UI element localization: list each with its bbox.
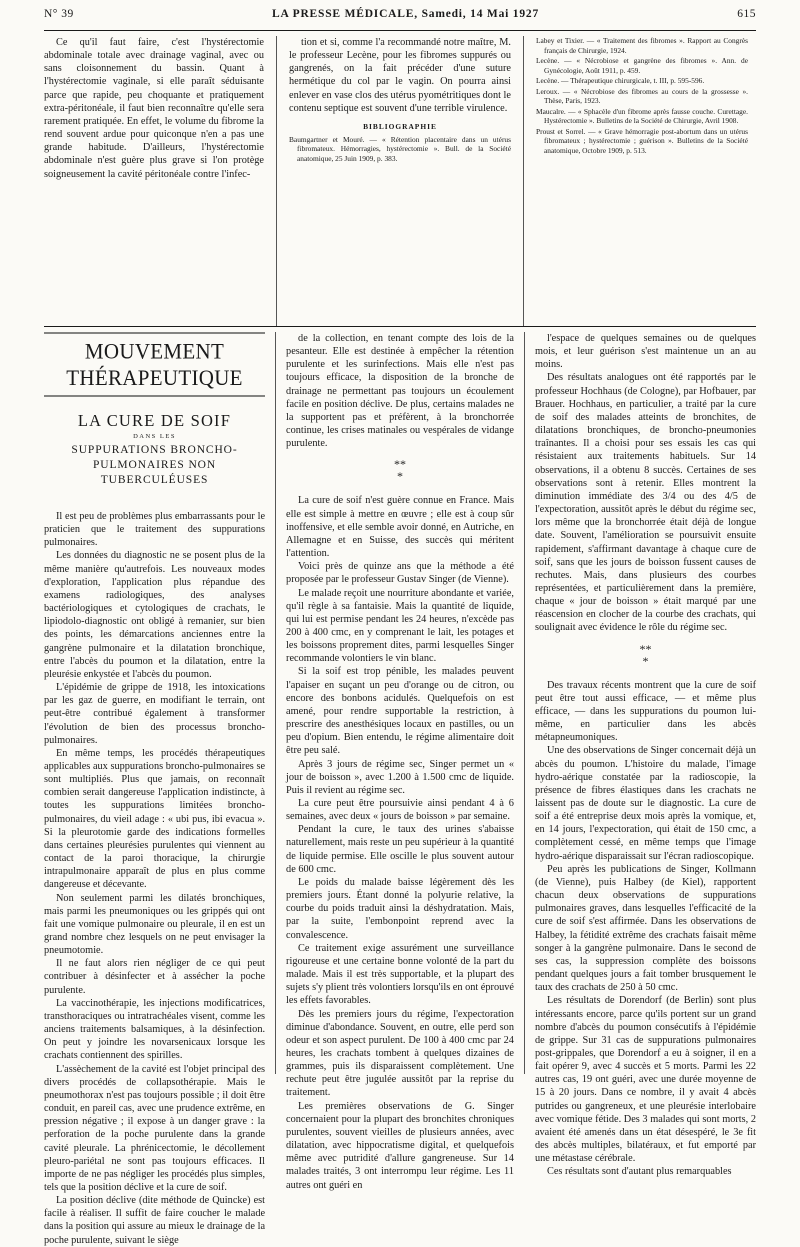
article-col1-paragraphs	[44, 510, 265, 1247]
paragraph: La vaccinothérapie, les injections modificatrices, transthoraciques ou intratrachéales visent, comme les anciens traitements balsamiques, à la désinfection. On peut y joindre les novarsenicaux lorsque les crachats contiennent des spirilles.	[44, 997, 266, 1062]
paragraph: En même temps, les procédés thérapeutiques applicables aux suppurations broncho-pulmonaires se sont multipliés. Plus que jamais, on reconnaît combien serait dangereuse l'application indistincte, à toutes les suppurations limitées broncho-pulmonaires, du vieil adage : « ubi pus, ibi evacua ». Si la pleurotomie garde des indications formelles dans certaines pleurésies purulentes qui viennent au contact de la paroi thoracique, la chirurgie intrapulmonaire apparaît de plus en plus comme dangereuse et décevante.	[44, 747, 266, 891]
paragraph: Labey et Tixier. — « Traitement des fibromes ». Rapport au Congrès français de Chirurgie, 1924.	[536, 36, 748, 55]
article-column-3	[525, 332, 757, 1178]
paragraph: Maucalre. — « Sphacèle d'un fibrome après fausse couche. Curettage. Hystérectomie ». Bulletins de la Société de Chirurgie, Avril 1908.	[536, 106, 748, 125]
article-col3a-paragraphs	[535, 332, 756, 635]
article-title-connector: DANS LES	[133, 433, 176, 440]
paragraph: Lecène. — « Nécrobiose et gangrène des fibromes ». Ann. de Gynécologie, Août 1911, p. 459.	[536, 56, 748, 75]
paragraph: Dès les premiers jours du régime, l'expectoration diminue d'abondance. Souvent, en outre, elle perd son odeur et son aspect purulent. De 100 à 400 cmc par 24 heures, les crachats tombent à quelques dizaines de grammes, puis ils disparaissent complètement. Une rechute peut être jugulée aussitôt par la reprise du traitement.	[286, 1008, 514, 1099]
top-column-1	[44, 36, 277, 326]
article-column-1	[44, 332, 276, 1246]
paragraph: Lecène. — Thérapeutique chirurgicale, t. III, p. 595-596.	[536, 76, 705, 85]
section-asterism	[286, 458, 514, 482]
top-col1-paragraphs	[44, 36, 264, 181]
paragraph: Leroux. — « Nécrobiose des fibromes au cours de la grossesse ». Thèse, Paris, 1923.	[536, 86, 748, 105]
paragraph: Les données du diagnostic ne se posent plus de la même manière qu'autrefois. Les nouveaux modes d'exploration, l'application plus répandue des examens radiologiques, des analyses bactériologiques et cytologiques de crachats, le lipiodolo-diagnostic ont obligé à remanier, sur bien des points, les démarcations anciennes entre la gangrène pulmonaire et la dilatation bronchique, entre l'abcès du poumon et la dilatation, entre la pleurésie enkystée et l'abcès du poumon.	[44, 550, 266, 680]
paragraph: Ce qu'il faut faire, c'est l'hystérectomie abdominale totale avec drainage vaginal, avec ou sans cloisonnement du bassin. Quant à l'hystérectomie vaginale, si elle paraît séduisante parce que rapide, peu choquante et pratiquement extra-péritonéale, il faut bien reconnaître qu'elle sera rarement pratiquée. En effet, le volume du fibrome la rend souvent ardue pour quiconque n'en a pas une grande habitude. D'ailleurs, l'hystérectomie abdominale n'est guère plus grave si l'on protège soigneusement la cavité péritonéale contre l'infec-	[44, 37, 264, 180]
issue-number: N° 39	[44, 8, 74, 20]
article-subtitle: SUPPURATIONS BRONCHO-PULMONAIRES NON TUBERCULÉUSES	[71, 444, 238, 486]
paragraph: Une des observations de Singer concernait déjà un abcès du poumon. L'histoire du malade, l'image hydro-aérique constatée par la radioscopie, la présence de fibres élastiques dans les crachats ne laissent pas de doute sur le diagnostic. La cure de soif a été entreprise deux mois après la vomique, et, en 14 jours, l'expectoration, qui était de 150 cmc, a complètement cessé, en même temps que l'image hydro-aérique disparaissait sur l'écran radioscopique.	[534, 745, 757, 862]
section-divider	[44, 326, 756, 327]
running-head	[44, 8, 756, 31]
bibliography-heading: BIBLIOGRAPHIE	[363, 121, 437, 131]
asterism-glyph: ** *	[394, 457, 406, 484]
paragraph: Les résultats de Dorendorf (de Berlin) sont plus intéressants encore, parce qu'ils portent sur un grand nombre d'abcès du poumon consécutifs à l'épidémie de grippe. Sur 31 cas de suppurations pulmonaires post-grippales, que Dorendorf a eu à soigner, il en a fait opérer 9, avec 4 succès et 5 morts. Parmi les 22 autres cas, 19 ont guéri, avec une durée moyenne de 15 à 20 jours. Dans ce nombre, il y avait 4 abcès putrides ou gangreneux, et une pleurésie interlobaire avec vomique fétide. Des 3 malades qui sont morts, 2 avaient été amenés dans un état désespéré, le 3e fit des abcès multiples, bilatéraux, et fut emporté par une métastase cérébrale.	[534, 995, 757, 1165]
paragraph: La cure peut être poursuivie ainsi pendant 4 à 6 semaines, avec deux « jours de boisson » par semaine.	[286, 798, 514, 823]
paragraph: L'épidémie de grippe de 1918, les intoxications par les gaz de guerre, en modifiant le terrain, ont peut-être contribué également à transformer l'évolution de bien des processus broncho-pulmonaires.	[44, 682, 266, 746]
paragraph: Si la soif est trop pénible, les malades peuvent l'apaiser en suçant un peu d'orange ou de citron, ou encore des bonbons acidulés. Quelquefois on est amené, pour rendre supportable la restriction, à prescrire des anesthésiques locaux en pastilles, ou un peu d'opium. Bien entendu, le régime alimentaire doit être peu salé.	[286, 666, 514, 757]
paragraph: Ces résultats sont d'autant plus remarquables	[546, 1166, 732, 1178]
paragraph: Le malade reçoit une nourriture abondante et variée, qu'il règle à sa fantaisie. Mais la quantité de liquide, qui lui est permise pendant les 24 heures, n'excède pas 200 à 400 cmc, en y comprenant le lait, les potages et les boissons proprement dites, parmi lesquelles Singer recommande volontiers le vin blanc.	[286, 587, 514, 665]
paragraph: Proust et Sorrel. — « Grave hémorragie post-abortum dans un utérus fibromateux ; hystérectomie ; guérison ». Bulletins de la Société anatomique, Octobre 1909, p. 513.	[536, 126, 748, 155]
paragraph: de la collection, en tenant compte des lois de la pesanteur. Elle est destinée à empêcher la rétention purulente et les surinfections. Mais elle n'est pas toujours efficace, la disposition de la bronche de drainage ne permettant pas toujours un écoulement facile en position déclive. De plus, certains malades ne la supportent pas et préfèrent, à la bronchorrée continue, les crises matinales ou vespérales de vidange purulente.	[286, 333, 514, 450]
paragraph: Des travaux récents montrent que la cure de soif peut être tout aussi efficace, — et même plus efficace, — dans les suppurations du poumon lui-même, en particulier dans les abcès métapneumoniques.	[534, 679, 757, 744]
paragraph: Il est peu de problèmes plus embarrassants pour le praticien que le traitement des suppurations pulmonaires.	[44, 511, 266, 549]
article-cure-de-soif	[44, 332, 757, 1246]
section-rubric: MOUVEMENT THÉRAPEUTIQUE	[44, 332, 265, 396]
paragraph: Voici près de quinze ans que la méthode a été proposée par le professeur Gustav Singer (de Vienne).	[286, 561, 514, 586]
article-col3b-paragraphs	[535, 679, 756, 1179]
paragraph: Baumgartner et Mouré. — « Rétention placentaire dans un utérus fibromateux. Hémorragies, hystérectomie ». Bull. de la Société anatomique, 25 Juin 1909, p. 383.	[289, 134, 511, 163]
paragraph: Des résultats analogues ont été rapportés par le professeur Hochhaus (de Cologne), par Hofbauer, par Brauer. Hochhaus, en particulier, a traité par la cure de soif des malades atteints de bronchites, de dilatations bronchiques, de broncho-pneumonies traînantes. Il a choisi pour ses essais les cas qui résistaient aux traitements habituels. Sur 14 observations, il a obtenu 8 succès. Certaines de ses observations sont à retenir. Elles montrent la diminution immédiate des 3/4 ou des 4/5 de l'expectoration, aussitôt après le début du régime sec, lors même que la bronchorrée était déjà de longue date. Souvent, l'amélioration se poursuivit ensuite rapidement, s'affirmant davantage à chaque cure de soif, sans que les jours de boisson fussent causes de rechutes. Mais, dans plusieurs des courbes représentées, et particulièrement dans la première, chaque « jour de boisson » était marqué par une réascension en clocher de la courbe des crachats, qui soulignait avec évidence le rôle du régime sec.	[534, 372, 757, 634]
article-column-2	[276, 332, 525, 1191]
bibliography-entries	[289, 135, 511, 164]
paragraph: Pendant la cure, le taux des urines s'abaisse naturellement, mais reste un peu supérieur à la quantité de liquide permise. Elle oscille le plus souvent autour de 600 cmc.	[286, 824, 514, 875]
paragraph: Le poids du malade baisse légèrement dès les premiers jours. Étant donné la polyurie relative, la courbe du poids traduit ainsi la déshydratation. Mais, par la suite, l'embonpoint reprend avec la convalescence.	[286, 876, 514, 941]
article-title: LA CURE DE SOIF	[77, 411, 232, 430]
previous-article-continuation	[44, 36, 756, 326]
paragraph: L'assèchement de la cavité est l'objet principal des divers procédés de collapsothérapie. Mais le pneumothorax n'est pas toujours possible ; il doit être conduit, en pareil cas, avec une prudence extrême, en pression négative ; il expose à un danger grave : la perforation de la poche purulente dans la grande cavité pleurale. La phrénicectomie, le décollement pleuro-pariétal ne sont pas toujours efficaces. Il importe de ne pas négliger les procédés plus simples, tels que la position déclive et la cure de soif.	[44, 1063, 266, 1193]
paragraph: l'espace de quelques semaines ou de quelques mois, et leur guérison s'est maintenue un an au moins.	[534, 333, 757, 371]
top-column-2	[277, 36, 524, 326]
section-asterism	[535, 643, 756, 667]
top-col2-paragraphs	[289, 36, 511, 115]
paragraph: Peu après les publications de Singer, Kollmann (de Vienne), puis Halbey (de Kiel), rapportent chacun deux observations de suppurations pulmonaires graves, dans lesquelles l'efficacité de la cure de soif s'est affirmée. Dans les observations de Halbey, la fétidité extrême des crachats faisait même songer à la gangrène pulmonaire. Dans le second de ses cas, la suppression complète des boissons pendant quelques jours a fait tomber brusquement le taux des crachats de 250 à 50 cmc.	[534, 863, 757, 994]
paragraph: La position déclive (dite méthode de Quincke) est facile à réaliser. Il suffit de faire coucher le malade dans la position qui assure au mieux le drainage de la poche purulente, suivant le siège	[44, 1195, 266, 1246]
journal-title: LA PRESSE MÉDICALE, Samedi, 14 Mai 1927	[272, 8, 539, 20]
page-number: 615	[737, 8, 756, 20]
top-column-3-references	[524, 36, 748, 326]
reference-list	[536, 36, 748, 155]
paragraph: tion et si, comme l'a recommandé notre maître, M. le professeur Lecène, pour les fibromes suppurés ou gangrenés, on la fait précéder d'une suture hermétique du col par le vagin. On pourra ainsi enlever en vase clos des utérus pyométritiques dont le contenu septique est souvent d'une terrible virulence.	[289, 37, 511, 114]
paragraph: Non seulement parmi les dilatés bronchiques, mais parmi les pneumoniques ou les grippés qui ont fait une vomique pulmonaire ou pleurale, il en est un grand nombre chez lesquels on ne peut envisager la pneumotomie.	[44, 892, 266, 957]
paragraph: Il ne faut alors rien négliger de ce qui peut contribuer à désinfecter et à assécher la poche purulente.	[44, 958, 266, 996]
paragraph: La cure de soif n'est guère connue en France. Mais elle est simple à mettre en œuvre ; elle est à coup sûr inoffensive, et elle semble avoir donné, en Autriche, en Allemagne et en Suisse, des succès qui méritent l'attention.	[286, 495, 514, 560]
article-col2-paragraphs	[286, 332, 514, 1192]
paragraph: Les premières observations de G. Singer concernaient pour la plupart des bronchites chroniques purulentes, souvent vieilles de plusieurs années, avec dilatation, avec hippocratisme digital, et quelquefois même avec putridité d'allure gangreneuse. Sur 14 malades traités, 3 ont interrompu leur régime. Les 11 autres ont guéri en	[286, 1100, 514, 1191]
paragraph: Ce traitement exige assurément une surveillance rigoureuse et une certaine bonne volonté de la part du malade. Mais il est très supportable, et la plupart des sujets s'y plient très volontiers lorsqu'ils en ont éprouvé les effets favorables.	[286, 942, 514, 1007]
asterism-glyph: ** *	[639, 641, 652, 668]
paragraph: Après 3 jours de régime sec, Singer permet un « jour de boisson », avec 1.200 à 1.500 cmc de liquide. Puis il revient au régime sec.	[286, 758, 514, 796]
